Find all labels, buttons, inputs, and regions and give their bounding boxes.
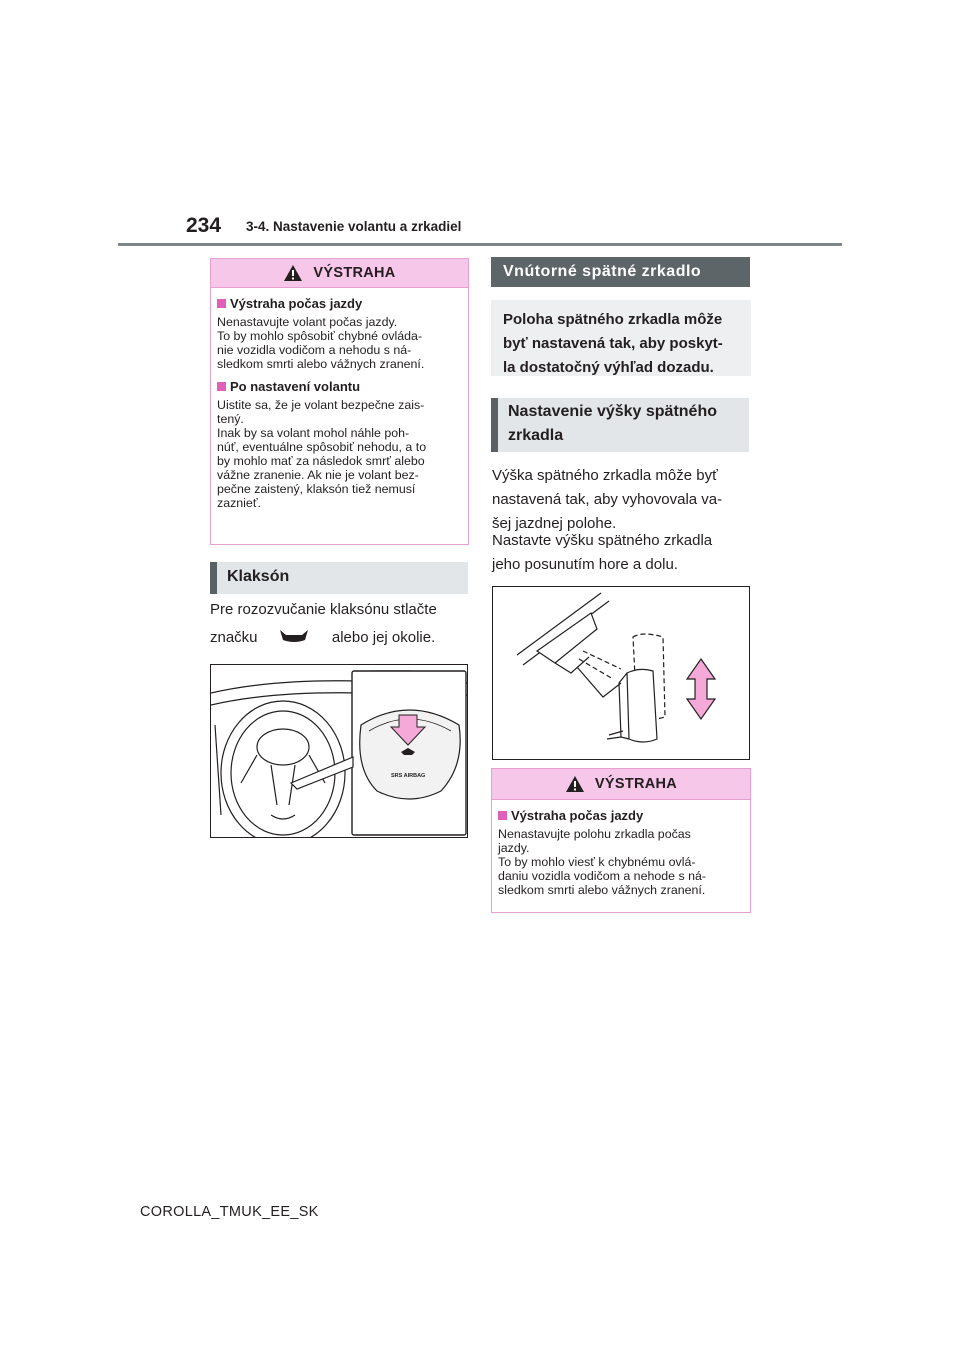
section-title: Vnútorné spätné zrkadlo [491, 257, 750, 287]
horn-symbol-icon [278, 627, 310, 645]
horn-heading: Klaksón [210, 562, 468, 594]
warning-header [492, 769, 750, 800]
warning-title: VÝSTRAHA [594, 776, 678, 792]
page-number: 234 [186, 214, 222, 237]
warning-triangle-icon [565, 775, 585, 793]
mirror-figure [492, 586, 750, 760]
mirror-paragraph-1: Výška spätného zrkadla môže byť nastavená tak, aby vyhovovala va- šej jazdnej polohe. [492, 467, 723, 532]
steering-wheel-illustration [211, 665, 467, 837]
summary-box: Poloha spätného zrkadla môže byť nastavená tak, aby poskyt- la dostatočný výhľad dozadu. [491, 300, 751, 376]
warning-text: Nenastavujte volant počas jazdy. To by mohlo spôsobiť chybné ovláda- nie vozidla vodičom a nehodu s ná- sledkom smrti alebo vážnych zranení. [217, 315, 425, 371]
mirror-illustration [493, 587, 749, 759]
steering-wheel-figure [210, 664, 468, 838]
bullet-square-icon [217, 382, 226, 391]
horn-instruction-line1: Pre rozozvučanie klaksónu stlačte [210, 601, 437, 618]
header-rule [118, 243, 842, 246]
warning-text: Uistite sa, že je volant bezpečne zais- tený. Inak by sa volant mohol náhle poh- núť, eventuálne spôsobiť nehodu, a to by mohlo mať za následok smrť alebo vážne zranenie. Ak nie je volant bez- pečne zaistený, klaksón tiež nemusí zaznieť. [217, 398, 427, 510]
document-code: COROLLA_TMUK_EE_SK [140, 1204, 319, 1220]
running-head: 3-4. Nastavenie volantu a zrkadiel [246, 219, 462, 234]
horn-instruction-line2: značku alebo jej okolie. [210, 629, 436, 646]
mirror-height-heading: Nastavenie výšky spätného zrkadla [491, 398, 749, 452]
warning-header [211, 259, 468, 288]
mirror-paragraph-2: Nastavte výšku spätného zrkadla jeho posunutím hore a dolu. [492, 532, 713, 573]
warning-subheading: Výstraha počas jazdy [217, 296, 462, 311]
warning-box-mirror [491, 768, 751, 913]
bullet-square-icon [217, 299, 226, 308]
warning-subheading: Po nastavení volantu [217, 379, 462, 394]
airbag-label: SRS AIRBAG [391, 773, 426, 779]
warning-title: VÝSTRAHA [313, 265, 396, 281]
warning-subheading: Výstraha počas jazdy [498, 808, 744, 823]
warning-text: Nenastavujte polohu zrkadla počas jazdy. To by mohlo viesť k chybnému ovlá- daniu vozidla vodičom a nehode s ná- sledkom smrti alebo vážnych zranení. [498, 827, 707, 897]
bullet-square-icon [498, 811, 507, 820]
warning-box-steering [210, 258, 469, 545]
warning-triangle-icon [283, 264, 303, 282]
